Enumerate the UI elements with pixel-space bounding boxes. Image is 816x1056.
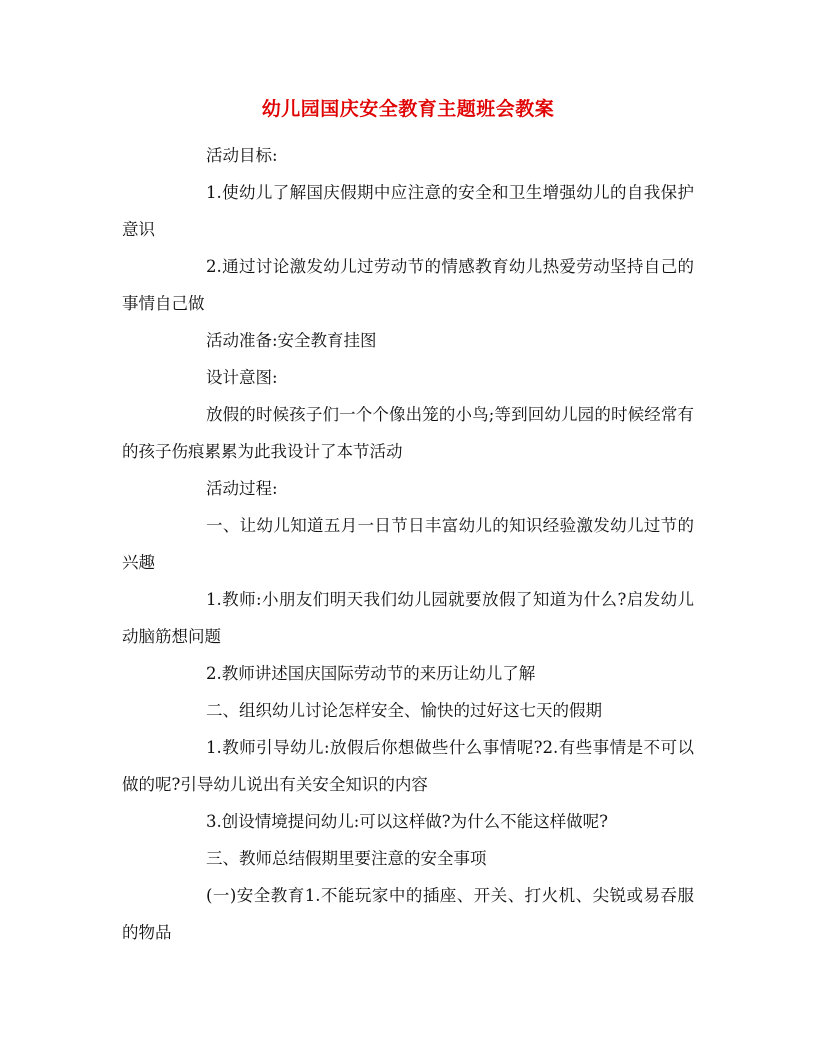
paragraph-activity-goals: 活动目标: <box>206 146 278 165</box>
paragraph-design-intent: 设计意图: <box>206 368 278 387</box>
paragraph-safety-1: (一)安全教育1.不能玩家中的插座、开关、打火机、尖锐或易吞服的物品 <box>122 886 694 942</box>
paragraph-goal-2: 2.通过讨论激发幼儿过劳动节的情感教育幼儿热爱劳动坚持自己的事情自己做 <box>122 257 694 313</box>
paragraph-goal-1: 1.使幼儿了解国庆假期中应注意的安全和卫生增强幼儿的自我保护意识 <box>122 183 694 239</box>
paragraph-step-1-1: 1.教师:小朋友们明天我们幼儿园就要放假了知道为什么?启发幼儿动脑筋想问题 <box>122 590 694 646</box>
paragraph-step-1-2: 2.教师讲述国庆国际劳动节的来历让幼儿了解 <box>206 664 536 683</box>
paragraph-preparation: 活动准备:安全教育挂图 <box>206 331 377 350</box>
paragraph-design-intent-text: 放假的时候孩子们一个个像出笼的小鸟;等到回幼儿园的时候经常有的孩子伤痕累累为此我设计了本节活动 <box>122 405 694 461</box>
paragraph-process: 活动过程: <box>206 479 278 498</box>
paragraph-step-1: 一、让幼儿知道五月一日节日丰富幼儿的知识经验激发幼儿过节的兴趣 <box>122 516 694 572</box>
document-body <box>122 137 694 951</box>
paragraph-step-3: 三、教师总结假期里要注意的安全事项 <box>206 849 487 868</box>
paragraph-step-2-3: 3.创设情境提问幼儿:可以这样做?为什么不能这样做呢? <box>206 812 608 831</box>
paragraph-step-2: 二、组织幼儿讨论怎样安全、愉快的过好这七天的假期 <box>206 701 602 720</box>
document-title: 幼儿园国庆安全教育主题班会教案 <box>261 98 555 120</box>
paragraph-step-2-1: 1.教师引导幼儿:放假后你想做些什么事情呢?2.有些事情是不可以做的呢?引导幼儿说出有关安全知识的内容 <box>122 738 694 794</box>
